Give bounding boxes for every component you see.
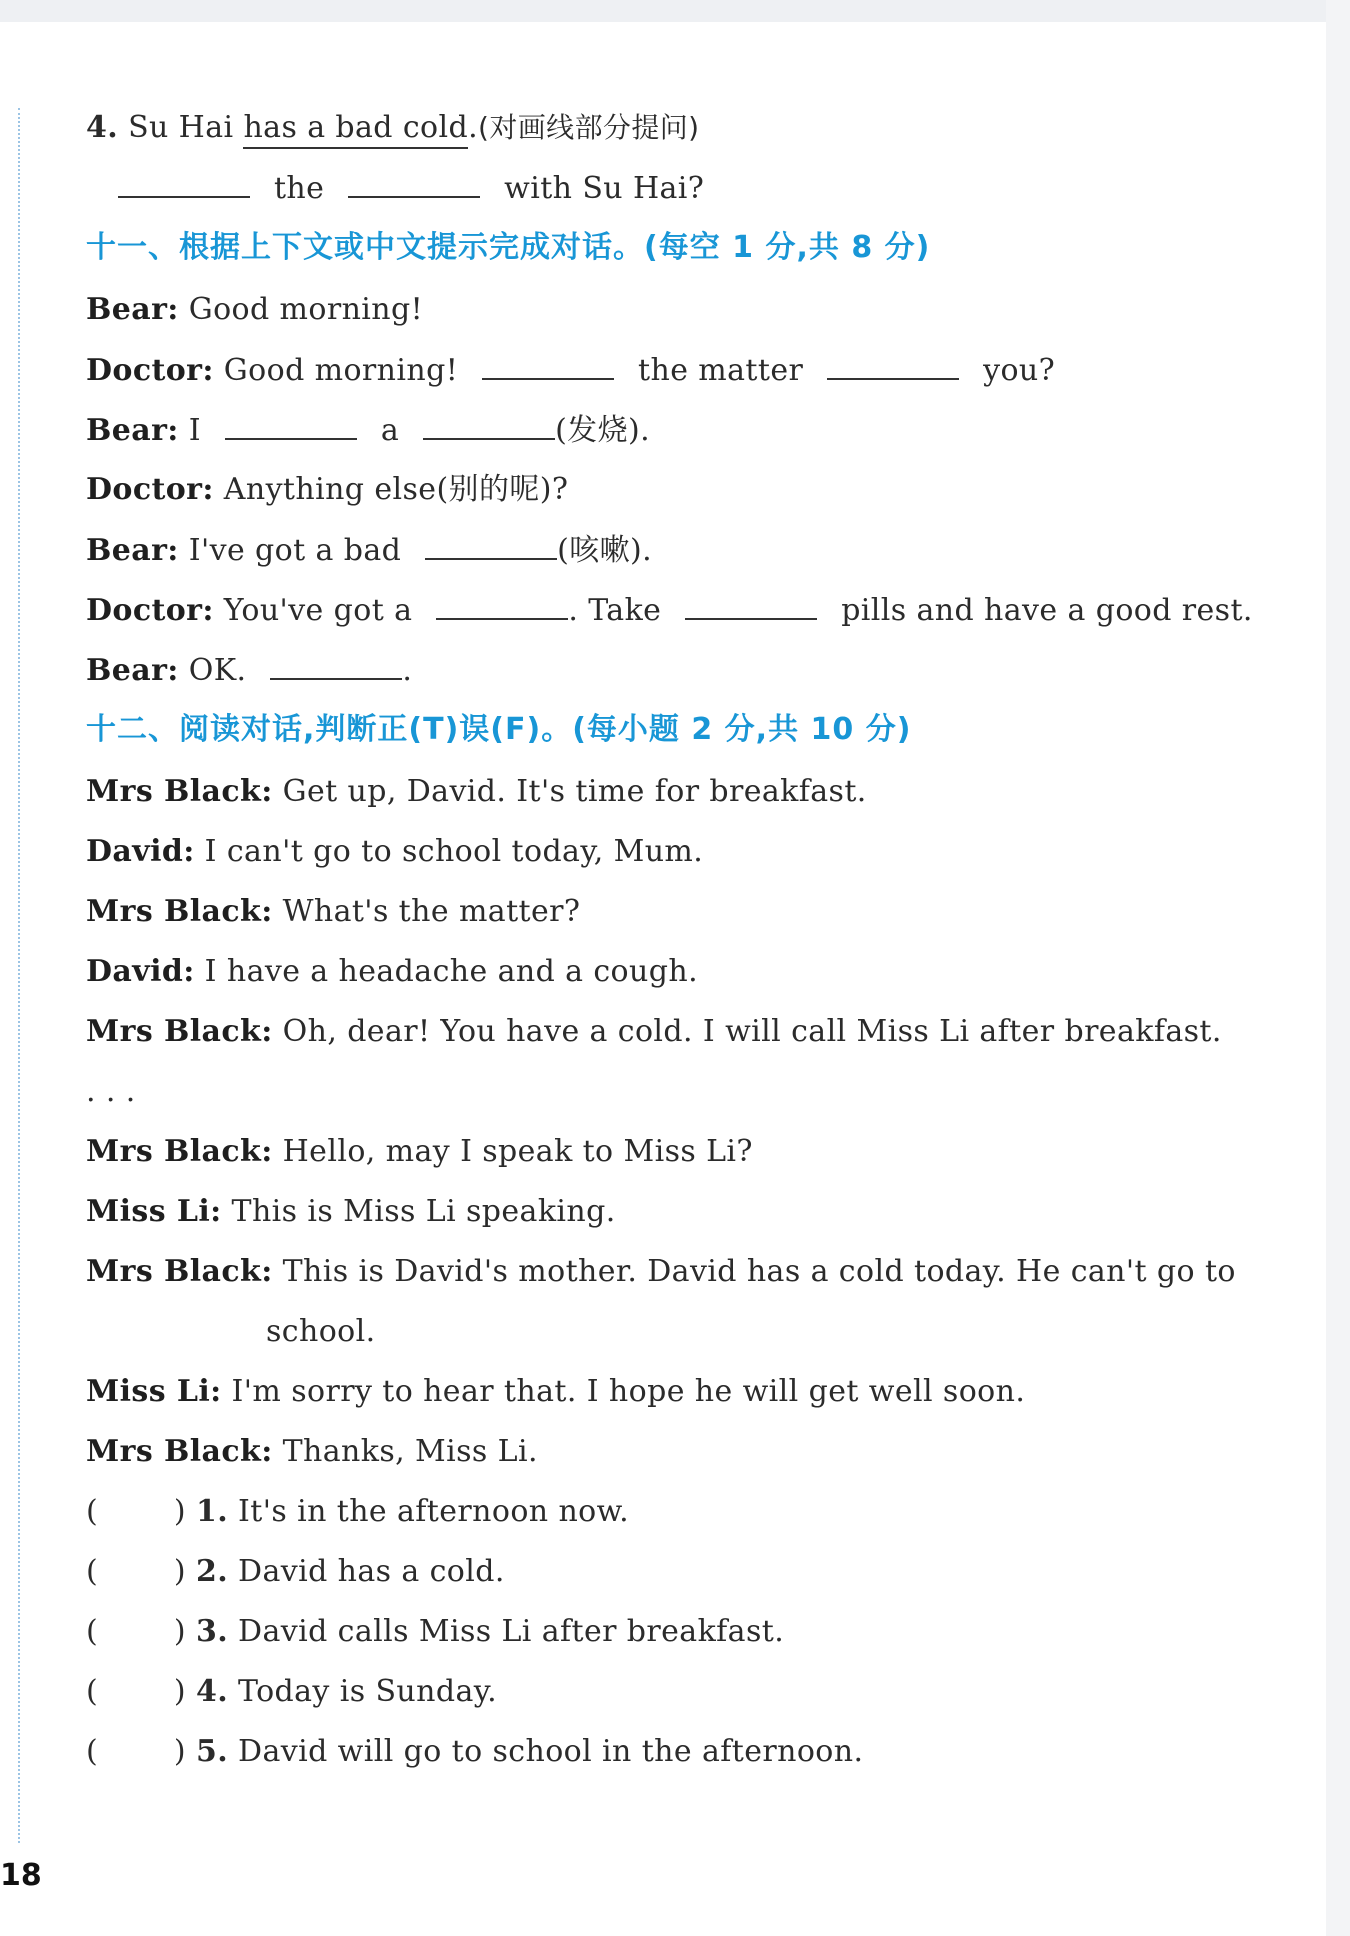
- dialogue-text: Oh, dear! You have a cold. I will call Miss Li after breakfast.: [282, 1014, 1222, 1049]
- answer-blank[interactable]: [685, 590, 817, 620]
- question-text: David will go to school in the afternoon.: [238, 1734, 864, 1769]
- dialogue-text: Thanks, Miss Li.: [282, 1434, 538, 1469]
- question-text: David has a cold.: [238, 1554, 505, 1589]
- dialogue-text: . . .: [86, 1074, 136, 1109]
- speaker: Mrs Black:: [86, 1434, 273, 1469]
- section12-heading: 十二、阅读对话,判断正(T)误(F)。(每小题 2 分,共 10 分): [86, 712, 912, 747]
- s11-line-4: [86, 470, 1310, 510]
- s12-dialogue-10: [86, 1312, 1310, 1352]
- dialogue-text: .: [402, 653, 413, 688]
- dialogue-text: OK.: [188, 653, 247, 688]
- speaker: Miss Li:: [86, 1374, 222, 1409]
- tf-question-2: [86, 1552, 1310, 1592]
- q4-line: [86, 108, 1310, 148]
- q4-number: 4.: [86, 110, 119, 145]
- answer-blank[interactable]: [436, 590, 568, 620]
- s12-dialogue-11: [86, 1372, 1310, 1412]
- question-text: Today is Sunday.: [238, 1674, 498, 1709]
- answer-blank[interactable]: [827, 350, 959, 380]
- answer-parenthesis[interactable]: ( ): [86, 1494, 186, 1529]
- speaker: Bear:: [86, 292, 179, 327]
- section11-heading: 十一、根据上下文或中文提示完成对话。(每空 1 分,共 8 分): [86, 230, 931, 265]
- speaker: Mrs Black:: [86, 774, 273, 809]
- dialogue-text: (发烧).: [555, 413, 651, 448]
- top-band: [0, 0, 1350, 22]
- q4-blank-2[interactable]: [348, 168, 480, 198]
- s12-dialogue-9: [86, 1252, 1310, 1292]
- speaker: Miss Li:: [86, 1194, 222, 1229]
- s11-line-6: [86, 590, 1310, 631]
- s11-line-3: [86, 410, 1310, 451]
- q4-underlined: has a bad cold: [243, 110, 468, 149]
- q4-answer-mid: the: [273, 171, 325, 206]
- q4-blank-1[interactable]: [118, 168, 250, 198]
- dialogue-text: I: [188, 413, 201, 448]
- s12-dialogue-7: [86, 1132, 1310, 1172]
- speaker: Mrs Black:: [86, 1254, 273, 1289]
- dialogue-text: school.: [266, 1314, 376, 1349]
- question-number: 2.: [195, 1554, 229, 1589]
- s12-dialogue-3: [86, 892, 1310, 932]
- answer-blank[interactable]: [423, 410, 555, 440]
- tf-question-4: [86, 1672, 1310, 1712]
- answer-parenthesis[interactable]: ( ): [86, 1554, 186, 1589]
- q4-answer-end: with Su Hai?: [504, 171, 705, 206]
- answer-blank[interactable]: [270, 650, 402, 680]
- dialogue-text: the matter: [638, 353, 804, 388]
- speaker: Doctor:: [86, 472, 214, 507]
- question-number: 5.: [195, 1734, 229, 1769]
- tf-question-1: [86, 1492, 1310, 1532]
- margin-rule: [18, 108, 20, 1843]
- answer-parenthesis[interactable]: ( ): [86, 1674, 186, 1709]
- q4-pre: Su Hai: [128, 110, 234, 145]
- question-number: 4.: [195, 1674, 229, 1709]
- dialogue-text: I've got a bad: [188, 533, 402, 568]
- speaker: Mrs Black:: [86, 1134, 273, 1169]
- speaker: David:: [86, 834, 195, 869]
- s11-line-2: [86, 350, 1310, 391]
- q4-instruction: (对画线部分提问): [478, 111, 700, 144]
- speaker: David:: [86, 954, 195, 989]
- answer-blank[interactable]: [482, 350, 614, 380]
- speaker: Bear:: [86, 413, 179, 448]
- s11-line-7: [86, 650, 1310, 691]
- dialogue-text: Anything else(别的呢)?: [223, 472, 569, 507]
- question-text: It's in the afternoon now.: [238, 1494, 630, 1529]
- s11-line-1: [86, 290, 1310, 330]
- s12-dialogue-2: [86, 832, 1310, 872]
- answer-parenthesis[interactable]: ( ): [86, 1614, 186, 1649]
- dialogue-text: Hello, may I speak to Miss Li?: [282, 1134, 753, 1169]
- q4-post: .: [468, 110, 479, 145]
- speaker: Doctor:: [86, 353, 214, 388]
- question-number: 3.: [195, 1614, 229, 1649]
- speaker: Mrs Black:: [86, 1014, 273, 1049]
- s12-dialogue-4: [86, 952, 1310, 992]
- speaker: Doctor:: [86, 593, 214, 628]
- dialogue-text: pills and have a good rest.: [841, 593, 1253, 628]
- s12-dialogue-8: [86, 1192, 1310, 1232]
- tf-question-3: [86, 1612, 1310, 1652]
- dialogue-text: You've got a: [223, 593, 413, 628]
- speaker: Bear:: [86, 533, 179, 568]
- question-text: David calls Miss Li after breakfast.: [238, 1614, 785, 1649]
- dialogue-text: (咳嗽).: [557, 533, 653, 568]
- right-band: [1326, 0, 1350, 1936]
- dialogue-text: a: [380, 413, 400, 448]
- s12-dialogue-5: [86, 1012, 1310, 1052]
- question-number: 1.: [195, 1494, 229, 1529]
- s12-ellipsis: [86, 1072, 1310, 1112]
- dialogue-text: Get up, David. It's time for breakfast.: [282, 774, 867, 809]
- dialogue-text: This is Miss Li speaking.: [231, 1194, 616, 1229]
- dialogue-text: What's the matter?: [282, 894, 581, 929]
- tf-question-5: [86, 1732, 1310, 1772]
- dialogue-text: Good morning!: [188, 292, 424, 327]
- page-number: 18: [0, 1858, 42, 1893]
- q4-answer-line: [118, 168, 1310, 209]
- answer-blank[interactable]: [425, 530, 557, 560]
- dialogue-text: I'm sorry to hear that. I hope he will get well soon.: [231, 1374, 1026, 1409]
- speaker: Mrs Black:: [86, 894, 273, 929]
- dialogue-text: I can't go to school today, Mum.: [204, 834, 704, 869]
- s11-line-5: [86, 530, 1310, 571]
- dialogue-text: Good morning!: [223, 353, 459, 388]
- dialogue-text: you?: [983, 353, 1056, 388]
- dialogue-text: This is David's mother. David has a cold today. He can't go to: [282, 1254, 1236, 1289]
- answer-blank[interactable]: [225, 410, 357, 440]
- dialogue-text: I have a headache and a cough.: [204, 954, 699, 989]
- answer-parenthesis[interactable]: ( ): [86, 1734, 186, 1769]
- dialogue-text: . Take: [568, 593, 662, 628]
- speaker: Bear:: [86, 653, 179, 688]
- s12-dialogue-1: [86, 772, 1310, 812]
- s12-dialogue-12: [86, 1432, 1310, 1472]
